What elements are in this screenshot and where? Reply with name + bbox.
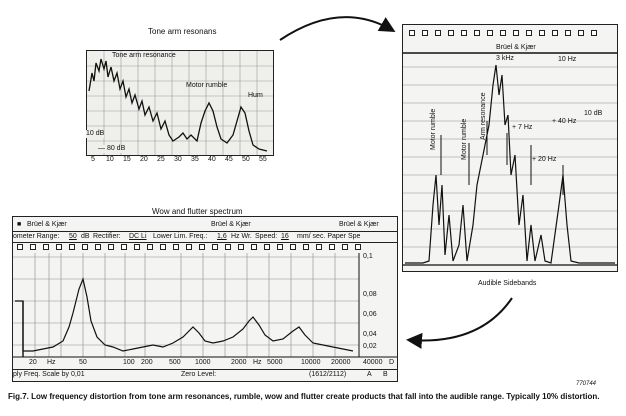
tick-5: 5: [91, 156, 95, 163]
footer-zero-level: Zero Level:: [181, 371, 217, 378]
label-arm-resonance: Arm resonance: [480, 92, 487, 140]
hdr-lower-value: 1,6: [217, 233, 227, 240]
tick-45: 45: [225, 156, 233, 163]
x-tick-d: D: [389, 359, 395, 366]
x-tick-40000: 40000: [363, 359, 383, 366]
x-tick-hz-b: Hz: [253, 359, 262, 366]
tone-arm-chart: [86, 50, 274, 156]
figure-number: 770744: [576, 381, 597, 387]
label-motor-rumble-a: Motor rumble: [430, 108, 437, 150]
label-plus-20hz: + 20 Hz: [532, 156, 557, 163]
tick-30: 30: [174, 156, 182, 163]
footer-a: A: [367, 371, 372, 378]
x-tick-20000: 20000: [331, 359, 351, 366]
wow-graph: [13, 217, 397, 381]
hdr-mm-sec: mm/ sec. Paper Spe: [297, 233, 361, 240]
tick-50: 50: [242, 156, 250, 163]
wow-y-axis: [361, 253, 395, 353]
hdr-speed-value: 16: [281, 233, 289, 240]
x-tick-5000: 5000: [267, 359, 283, 366]
x-tick-1000: 1000: [195, 359, 211, 366]
tick-15: 15: [123, 156, 131, 163]
curved-arrow-top: [280, 17, 392, 40]
hdr-db: dB: [81, 233, 90, 240]
wow-brand-c: Brüel & Kjær: [339, 221, 379, 228]
wow-brand-a: Brüel & Kjær: [27, 221, 67, 228]
curved-arrow-bottom: [410, 298, 512, 340]
label-tone-arm-resonance: Tone arm resonance: [112, 52, 176, 59]
wow-footer-row: [13, 369, 397, 380]
x-tick-200: 200: [141, 359, 153, 366]
tick-35: 35: [191, 156, 199, 163]
hdr-hz-wr: Hz Wr.: [231, 233, 252, 240]
hdr-speed: Speed:: [255, 233, 278, 240]
y-tick-0-04: 0,04: [363, 331, 377, 338]
label-minus-80db: — 80 dB: [98, 145, 126, 152]
wow-brand-left: ■: [17, 221, 22, 228]
label-3khz: 3 kHz: [496, 55, 514, 62]
tick-40: 40: [208, 156, 216, 163]
tone-arm-x-axis: [88, 156, 274, 166]
y-tick-0-1: 0,1: [363, 253, 373, 260]
hdr-lower-lim: Lower Lim. Freq.:: [153, 233, 208, 240]
label-10hz: 10 Hz: [558, 56, 577, 63]
x-tick-2000: 2000: [231, 359, 247, 366]
hdr-rectifier-value: DC Li: [129, 233, 147, 240]
x-tick-10000: 10000: [301, 359, 321, 366]
footer-b: B: [383, 371, 388, 378]
wow-chart: [12, 216, 398, 382]
sidebands-trace: [405, 65, 615, 263]
figure-caption: Fig.7. Low frequency distortion from tone arm resonances, rumble, wow and flutter create products that fall into the audible range. Typically 10% distortion.: [8, 392, 600, 401]
label-plus-7hz: + 7 Hz: [512, 124, 533, 131]
wow-x-axis: [13, 359, 397, 369]
hdr-range-value: 50: [69, 233, 77, 240]
footer-scale: ply Freq. Scale by 0,01: [13, 371, 85, 378]
x-tick-500: 500: [169, 359, 181, 366]
sidebands-caption: Audible Sidebands: [478, 280, 537, 287]
label-hum: Hum: [248, 92, 263, 99]
footer-code: (1612/2112): [309, 371, 347, 378]
wow-trace: [15, 279, 353, 351]
tick-25: 25: [157, 156, 165, 163]
x-tick-20: 20: [29, 359, 37, 366]
tick-55: 55: [259, 156, 267, 163]
hdr-rectifier: Rectifier:: [93, 233, 121, 240]
wow-title: Wow and flutter spectrum: [152, 207, 243, 216]
tone-arm-title: Tone arm resonans: [148, 27, 217, 36]
x-tick-100: 100: [123, 359, 135, 366]
label-plus-40hz: + 40 Hz: [552, 118, 577, 125]
y-tick-0-06: 0,06: [363, 311, 377, 318]
tick-10: 10: [106, 156, 114, 163]
y-tick-0-08: 0,08: [363, 291, 377, 298]
tick-20: 20: [140, 156, 148, 163]
y-tick-0-02: 0,02: [363, 343, 377, 350]
tone-arm-grid: [87, 51, 273, 155]
label-10db-right: 10 dB: [584, 110, 603, 117]
sidebands-brand: Brüel & Kjær: [496, 44, 536, 51]
x-tick-50: 50: [79, 359, 87, 366]
label-motor-rumble: Motor rumble: [186, 82, 228, 89]
hdr-ometer-range: ometer Range:: [13, 233, 60, 240]
label-10db: 10 dB: [86, 130, 105, 137]
wow-brand-b: Brüel & Kjær: [211, 221, 251, 228]
x-tick-hz-a: Hz: [47, 359, 56, 366]
label-motor-rumble-b: Motor rumble: [461, 118, 468, 160]
